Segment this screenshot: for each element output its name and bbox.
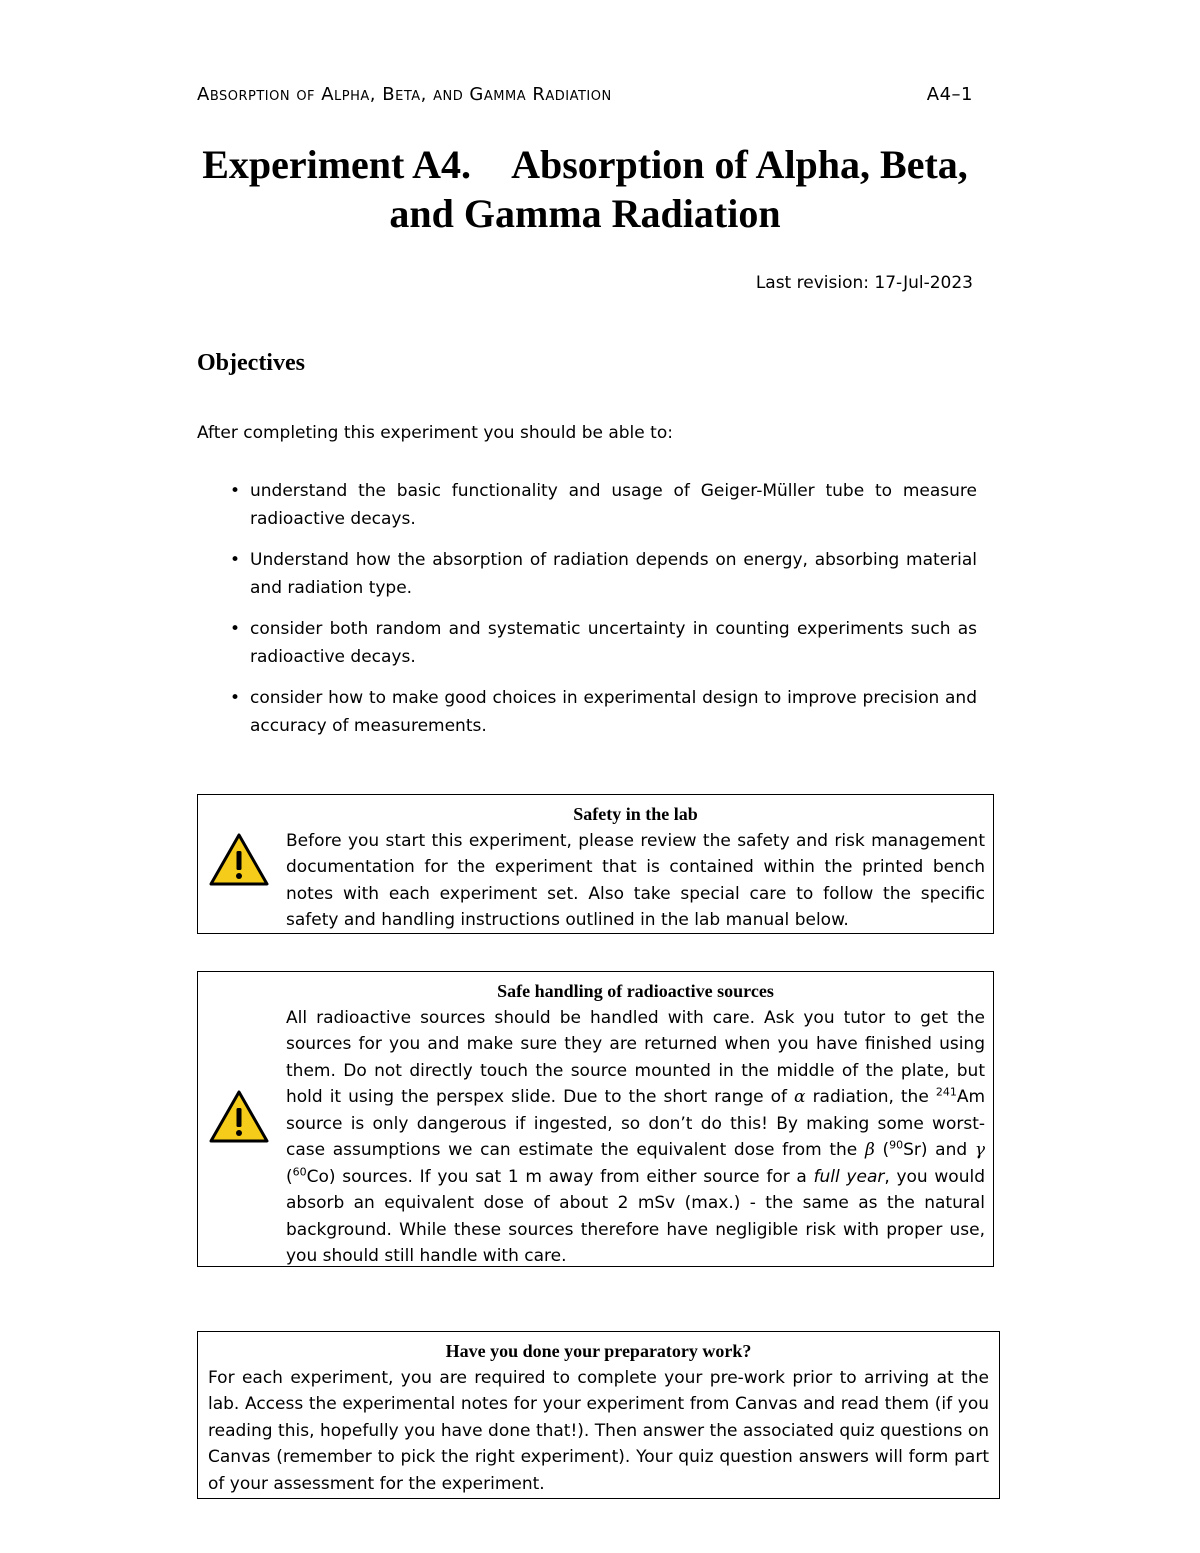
am-element-symbol: Am <box>956 1087 986 1107</box>
objectives-intro: After completing this experiment you should be able to: <box>197 423 673 443</box>
objective-text: Understand how the absorption of radiation depends on energy, absorbing material and radiation type. <box>250 550 977 598</box>
bullet-icon: • <box>230 688 241 708</box>
sources-callout-text: All radioactive sources should be handled with care. Ask you tutor to get the sources for you and make sure they are returned when you have finished using them. Do not directly touch the source mounted in the middle of the plate, but hold it using the perspex slide. Due to the short range of α radiation, the $^{241}$Am source is only dangerous if ingested, so don’t do this! By making some worst-case assumptions we can estimate the equivalent dose from the β ($^{90}$Sr) and γ ($^{60}$Co) sources. If you sat 1 m away from either source for a full year, you would absorb an equivalent dose of about 2 mSv (max.) - the same as the natural background. While these sources therefore have negligible risk with proper use, you should still handle with care. <box>286 1007 986 1266</box>
running-header <box>197 84 973 112</box>
objective-text: consider both random and systematic uncertainty in counting experiments such as radioactive decays. <box>250 619 977 667</box>
running-header-title: Absorption of Alpha, Beta, and Gamma Radiation <box>197 84 612 105</box>
sources-text-part: and <box>935 1140 968 1160</box>
prework-callout-text: For each experiment, you are required to complete your pre-work prior to arriving at the lab. Access the experimental notes for your experiment from Canvas and read them (if you reading this, hopefully you have done that!). Then answer the associated quiz questions on Canvas (remember to pick the right experiment). Your quiz question answers will form part of your assessment for the experiment. <box>208 1367 989 1494</box>
page-number: A4–1 <box>926 84 973 105</box>
prework-callout-title: Have you done your preparatory work? <box>445 1341 752 1361</box>
sr-mass-number: 90 <box>889 1138 904 1152</box>
warning-triangle-icon <box>208 1089 270 1145</box>
list-item <box>197 615 977 671</box>
bullet-icon: • <box>230 619 241 639</box>
safety-callout-body <box>286 801 985 934</box>
sources-text-part: All radioactive sources should be handled with care. Ask you tutor to get the sources for you and make sure they are returned when you have finished using them. Do not directly touch the source mounted in the middle of the plate, but hold it using the perspex slide. Due to the short range of <box>286 1007 985 1107</box>
sources-text-part: , you would absorb an equivalent dose of about 2 mSv (max.) - the same as the natural background. While these sources therefore have negligible risk with proper use, you should still handle with care. <box>286 1166 985 1266</box>
co-element-symbol: Co <box>306 1166 329 1187</box>
sources-callout-title: Safe handling of radioactive sources <box>497 981 774 1001</box>
document-title <box>160 140 1010 238</box>
objectives-list <box>197 477 977 753</box>
sources-text-part: sources. If you sat 1 m away from either source for a <box>342 1166 807 1187</box>
title-experiment-number: Experiment A4. <box>202 142 472 187</box>
full-year-emphasis: full year <box>813 1166 885 1187</box>
list-item <box>197 546 977 602</box>
bullet-icon: • <box>230 550 241 570</box>
sources-text-part: radiation, the <box>812 1087 929 1107</box>
objectives-heading: Objectives <box>197 350 305 376</box>
warning-triangle-icon <box>208 832 270 888</box>
am-mass-number: 241 <box>935 1085 957 1099</box>
revision-date: Last revision: 17-Jul-2023 <box>755 273 973 293</box>
bullet-icon: • <box>230 481 241 501</box>
gamma-symbol: γ <box>974 1140 986 1160</box>
co-mass-number: 60 <box>292 1164 307 1178</box>
prework-callout-body <box>208 1338 989 1497</box>
title-line1: Absorption of Alpha, Beta, <box>511 142 968 187</box>
list-item <box>197 477 977 533</box>
prework-callout-box <box>197 1331 1000 1499</box>
sources-text-part: source is only dangerous if ingested, so don’t do this! By making some worst-case assumptions we can estimate the equivalent dose from the <box>286 1113 985 1160</box>
title-line2: and Gamma Radiation <box>389 191 781 236</box>
objective-text: consider how to make good choices in experimental design to improve precision and accuracy of measurements. <box>250 688 977 736</box>
radioactive-sources-callout-box <box>197 971 994 1267</box>
safety-callout-text: Before you start this experiment, please review the safety and risk management documentation for the experiment that is contained within the printed bench notes with each experiment set. Also take special care to follow the specific safety and handling instructions outlined in the lab manual below. <box>286 830 985 930</box>
safety-callout-box <box>197 794 994 934</box>
safety-callout-title: Safety in the lab <box>573 804 698 824</box>
objective-text: understand the basic functionality and usage of Geiger-Müller tube to measure radioactive decays. <box>250 481 977 529</box>
alpha-symbol: α <box>794 1087 806 1107</box>
sr-element-symbol: Sr <box>903 1140 921 1160</box>
list-item <box>197 684 977 740</box>
beta-symbol: β <box>864 1140 875 1160</box>
sources-callout-body <box>286 978 985 1270</box>
